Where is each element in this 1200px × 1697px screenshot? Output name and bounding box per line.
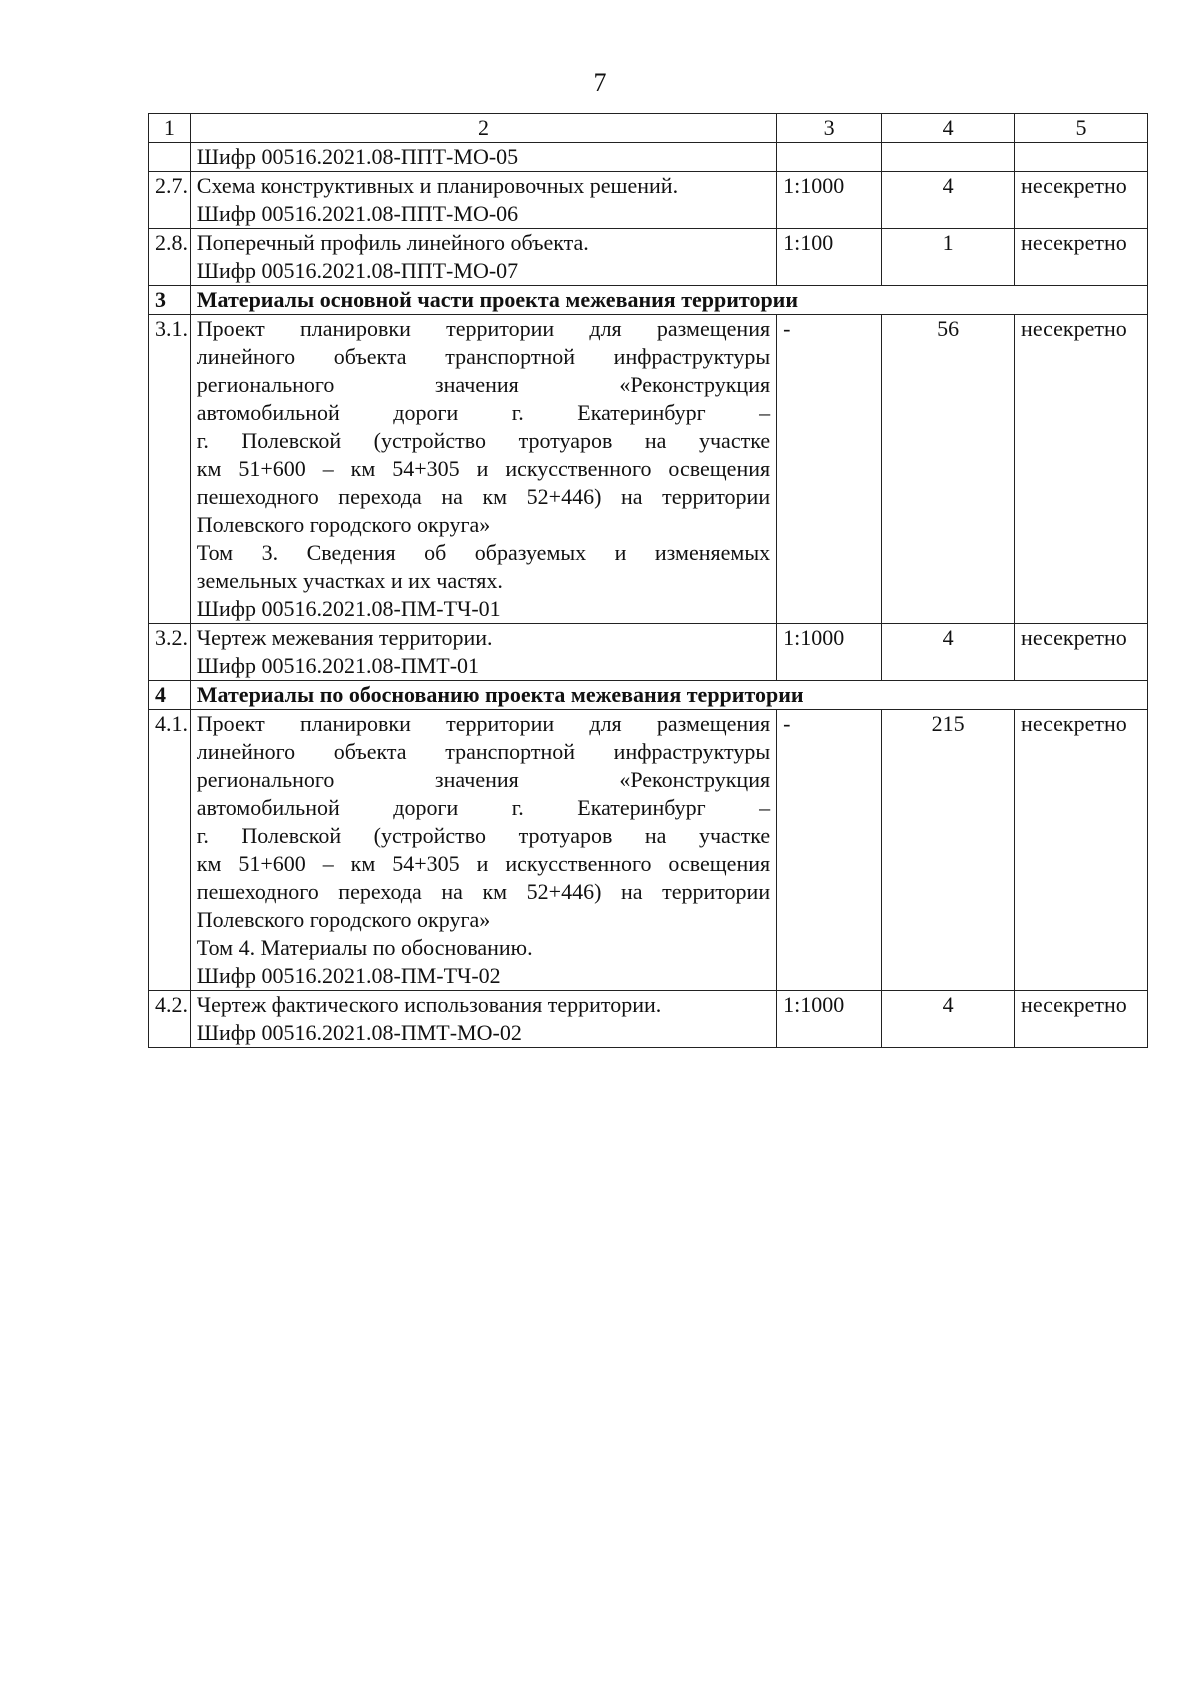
secrecy-cell: несекретно <box>1015 710 1148 991</box>
header-col-2: 2 <box>190 114 776 143</box>
row-number-cell: 3.1. <box>149 315 191 624</box>
text-line: Проект планировки территории для размещения <box>196 711 771 736</box>
section-number: 4 <box>149 681 191 710</box>
document-name-cell <box>190 624 776 681</box>
scale-cell <box>777 143 882 172</box>
text-line: км 51+600 – км 54+305 и искусственного освещения <box>196 851 771 876</box>
section-title: Материалы основной части проекта межевания территории <box>190 286 1147 315</box>
text-line: Полевского городского округа» <box>196 907 491 932</box>
volume-line: Том 3. Сведения об образуемых и изменяемых <box>196 540 771 565</box>
document-name-cell <box>190 172 776 229</box>
row-number-cell: 4.1. <box>149 710 191 991</box>
document-name-cell <box>190 143 776 172</box>
scale-cell: 1:1000 <box>777 172 882 229</box>
secrecy-cell <box>1015 143 1148 172</box>
header-col-1: 1 <box>149 114 191 143</box>
document-title: Чертеж межевания территории. <box>196 625 493 650</box>
text-line: км 51+600 – км 54+305 и искусственного освещения <box>196 456 771 481</box>
scale-cell: 1:100 <box>777 229 882 286</box>
sheets-cell: 4 <box>882 624 1015 681</box>
text-line: автомобильной дороги г. Екатеринбург – <box>196 795 771 820</box>
document-title: Чертеж фактического использования территории. <box>196 992 662 1017</box>
section-row-4 <box>149 681 1148 710</box>
table-row <box>149 143 1148 172</box>
scale-cell: - <box>777 710 882 991</box>
text-line: г. Полевской (устройство тротуаров на участке <box>196 823 771 848</box>
document-name-cell <box>190 991 776 1048</box>
sheets-cell: 215 <box>882 710 1015 991</box>
sheets-cell: 1 <box>882 229 1015 286</box>
text-line: пешеходного перехода на км 52+446) на территории <box>196 484 771 509</box>
text-line: регионального значения «Реконструкция <box>196 372 771 397</box>
table-header-row <box>149 114 1148 143</box>
section-number: 3 <box>149 286 191 315</box>
text-line: регионального значения «Реконструкция <box>196 767 771 792</box>
cipher-text: Шифр 00516.2021.08-ППТ-МО-06 <box>196 201 519 226</box>
text-line: г. Полевской (устройство тротуаров на участке <box>196 428 771 453</box>
cipher-text: Шифр 00516.2021.08-ППТ-МО-05 <box>196 144 519 169</box>
volume-line: земельных участках и их частях. <box>196 568 503 593</box>
cipher-text: Шифр 00516.2021.08-ПМ-ТЧ-01 <box>196 596 501 621</box>
row-number-cell: 2.8. <box>149 229 191 286</box>
secrecy-cell: несекретно <box>1015 315 1148 624</box>
cipher-text: Шифр 00516.2021.08-ППТ-МО-07 <box>196 258 519 283</box>
secrecy-cell: несекретно <box>1015 229 1148 286</box>
sheets-cell <box>882 143 1015 172</box>
text-line: Проект планировки территории для размещения <box>196 316 771 341</box>
text-line: Полевского городского округа» <box>196 512 491 537</box>
table-row <box>149 229 1148 286</box>
row-number-cell: 4.2. <box>149 991 191 1048</box>
cipher-text: Шифр 00516.2021.08-ПМТ-01 <box>196 653 480 678</box>
table-row <box>149 315 1148 624</box>
secrecy-cell: несекретно <box>1015 172 1148 229</box>
row-number-cell <box>149 143 191 172</box>
table-row <box>149 172 1148 229</box>
page-number: 7 <box>593 68 607 97</box>
document-title: Схема конструктивных и планировочных решений. <box>196 173 679 198</box>
sheets-cell: 56 <box>882 315 1015 624</box>
row-number-cell: 3.2. <box>149 624 191 681</box>
secrecy-cell: несекретно <box>1015 991 1148 1048</box>
header-col-3: 3 <box>777 114 882 143</box>
row-number-cell: 2.7. <box>149 172 191 229</box>
scale-cell: - <box>777 315 882 624</box>
secrecy-cell: несекретно <box>1015 624 1148 681</box>
sheets-cell: 4 <box>882 172 1015 229</box>
scale-cell: 1:1000 <box>777 991 882 1048</box>
header-col-4: 4 <box>882 114 1015 143</box>
table-row <box>149 624 1148 681</box>
text-line: пешеходного перехода на км 52+446) на территории <box>196 879 771 904</box>
table-row <box>149 991 1148 1048</box>
document-title: Поперечный профиль линейного объекта. <box>196 230 589 255</box>
text-line: линейного объекта транспортной инфраструктуры <box>196 739 771 764</box>
text-line: линейного объекта транспортной инфраструктуры <box>196 344 771 369</box>
volume-line: Том 4. Материалы по обоснованию. <box>196 935 533 960</box>
header-col-5: 5 <box>1015 114 1148 143</box>
sheets-cell: 4 <box>882 991 1015 1048</box>
cipher-text: Шифр 00516.2021.08-ПМТ-МО-02 <box>196 1020 522 1045</box>
text-line: автомобильной дороги г. Екатеринбург – <box>196 400 771 425</box>
document-name-cell <box>190 315 776 624</box>
cipher-text: Шифр 00516.2021.08-ПМ-ТЧ-02 <box>196 963 501 988</box>
scale-cell: 1:1000 <box>777 624 882 681</box>
document-name-cell <box>190 229 776 286</box>
table-row <box>149 710 1148 991</box>
document-name-cell <box>190 710 776 991</box>
document-table <box>148 113 1148 1048</box>
section-title: Материалы по обоснованию проекта межевания территории <box>190 681 1147 710</box>
section-row-3 <box>149 286 1148 315</box>
